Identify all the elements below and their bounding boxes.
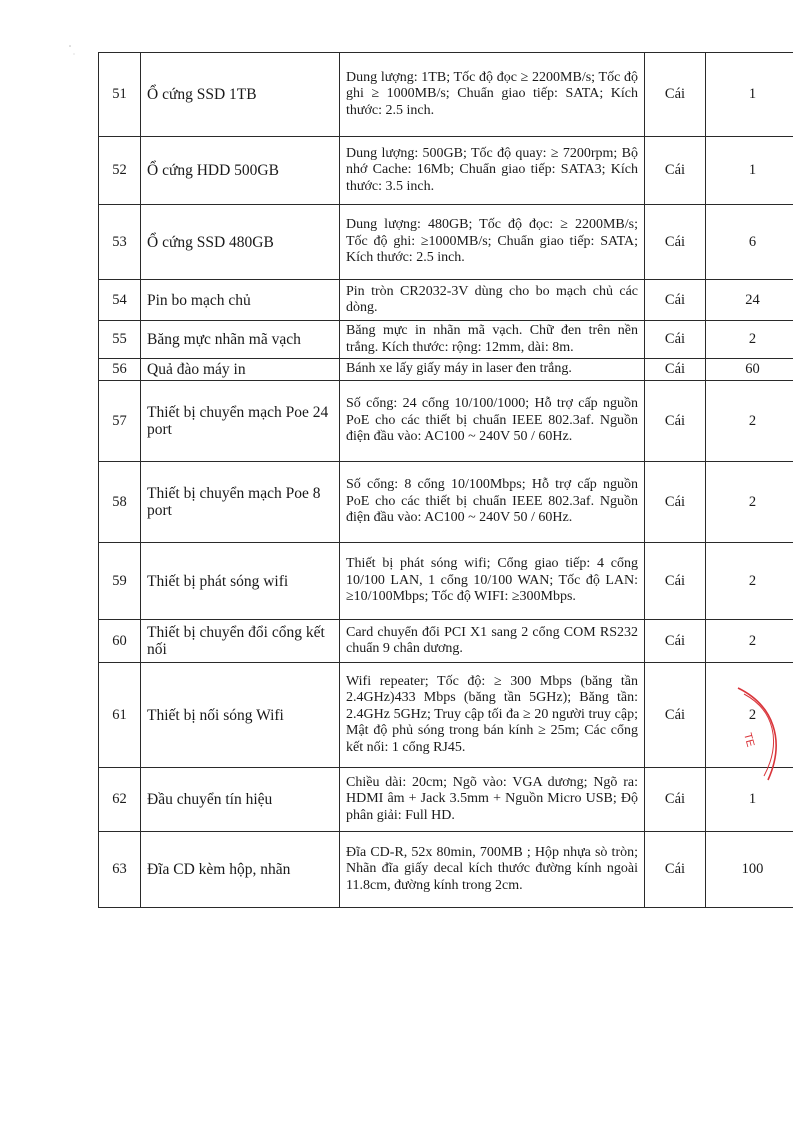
item-unit: Cái [645, 462, 706, 543]
item-description: Dung lượng: 1TB; Tốc độ đọc ≥ 2200MB/s; Tốc độ ghi ≥ 1000MB/s; Chuẩn giao tiếp: SATA; Kích thước: 2.5 inch. [340, 53, 645, 137]
item-description: Bánh xe lấy giấy máy in laser đen trắng. [340, 359, 645, 381]
item-quantity: 1 [706, 137, 793, 205]
item-quantity: 2 [706, 462, 793, 543]
item-quantity: 2 [706, 381, 793, 462]
item-unit: Cái [645, 620, 706, 663]
item-name: Thiết bị chuyển mạch Poe 24 port [141, 381, 340, 462]
item-unit: Cái [645, 832, 706, 908]
table-row [99, 543, 793, 620]
item-name: Thiết bị chuyển đổi cổng kết nối [141, 620, 340, 663]
item-unit: Cái [645, 137, 706, 205]
row-number: 53 [99, 205, 141, 280]
item-unit: Cái [645, 280, 706, 321]
item-quantity: 6 [706, 205, 793, 280]
table-row [99, 462, 793, 543]
item-description: Pin tròn CR2032-3V dùng cho bo mạch chủ các dòng. [340, 280, 645, 321]
item-unit: Cái [645, 205, 706, 280]
row-number: 62 [99, 768, 141, 832]
item-quantity: 100 [706, 832, 793, 908]
item-quantity: 2 [706, 543, 793, 620]
item-unit: Cái [645, 543, 706, 620]
item-quantity: 1 [706, 768, 793, 832]
row-number: 58 [99, 462, 141, 543]
item-quantity: 2 [706, 663, 793, 768]
row-number: 60 [99, 620, 141, 663]
item-name: Đầu chuyển tín hiệu [141, 768, 340, 832]
table-row [99, 620, 793, 663]
item-name: Thiết bị phát sóng wifi [141, 543, 340, 620]
item-name: Quả đào máy in [141, 359, 340, 381]
row-number: 52 [99, 137, 141, 205]
item-description: Dung lượng: 500GB; Tốc độ quay: ≥ 7200rpm; Bộ nhớ Cache: 16Mb; Chuẩn giao tiếp: SATA3; Kích thước: 3.5 inch. [340, 137, 645, 205]
red-seal-stamp [728, 680, 788, 790]
row-number: 59 [99, 543, 141, 620]
item-name: Pin bo mạch chủ [141, 280, 340, 321]
item-description: Chiều dài: 20cm; Ngõ vào: VGA dương; Ngõ ra: HDMI âm + Jack 3.5mm + Nguồn Micro USB; Độ phân giải: Full HD. [340, 768, 645, 832]
row-number: 63 [99, 832, 141, 908]
item-description: Số cổng: 24 cổng 10/100/1000; Hỗ trợ cấp nguồn PoE cho các thiết bị chuẩn IEEE 802.3af. Nguồn điện đầu vào: AC100 ~ 240V 50 / 60Hz. [340, 381, 645, 462]
table-row [99, 832, 793, 908]
item-unit: Cái [645, 321, 706, 359]
item-description: Số cổng: 8 cổng 10/100Mbps; Hỗ trợ cấp nguồn PoE cho các thiết bị chuẩn IEEE 802.3af. Nguồn điện đầu vào: AC100 ~ 240V 50 / 60Hz. [340, 462, 645, 543]
table-row [99, 768, 793, 832]
row-number: 61 [99, 663, 141, 768]
item-name: Ổ cứng SSD 480GB [141, 205, 340, 280]
item-unit: Cái [645, 359, 706, 381]
scan-marks [62, 40, 92, 70]
item-description: Thiết bị phát sóng wifi; Cổng giao tiếp: 4 cổng 10/100 LAN, 1 cổng 10/100 WAN; Tốc độ LAN: ≥10/100Mbps; Tốc độ WIFI: ≥300Mbps. [340, 543, 645, 620]
item-description: Card chuyển đổi PCI X1 sang 2 cổng COM RS232 chuẩn 9 chân dương. [340, 620, 645, 663]
equipment-spec-table [98, 52, 793, 908]
item-quantity: 2 [706, 620, 793, 663]
row-number: 56 [99, 359, 141, 381]
table-row [99, 280, 793, 321]
item-unit: Cái [645, 381, 706, 462]
item-name: Thiết bị chuyển mạch Poe 8 port [141, 462, 340, 543]
item-name: Thiết bị nối sóng Wifi [141, 663, 340, 768]
item-name: Băng mực nhãn mã vạch [141, 321, 340, 359]
item-unit: Cái [645, 663, 706, 768]
item-unit: Cái [645, 768, 706, 832]
item-unit: Cái [645, 53, 706, 137]
table-row [99, 381, 793, 462]
table-row [99, 53, 793, 137]
item-quantity: 2 [706, 321, 793, 359]
item-name: Ổ cứng HDD 500GB [141, 137, 340, 205]
item-description: Wifi repeater; Tốc độ: ≥ 300 Mbps (băng tần 2.4GHz)433 Mbps (băng tần 5GHz); Băng tần: 2.4GHz 5GHz; Truy cập tối đa ≥ 20 người truy cập; Mật độ phủ sóng trong bán kính ≥ 25m; Các cổng kết nối: 1 cổng RJ45. [340, 663, 645, 768]
table-row [99, 137, 793, 205]
item-name: Ổ cứng SSD 1TB [141, 53, 340, 137]
row-number: 57 [99, 381, 141, 462]
table-row [99, 359, 793, 381]
table-row [99, 321, 793, 359]
stamp-text: TE [741, 731, 757, 749]
row-number: 51 [99, 53, 141, 137]
item-quantity: 60 [706, 359, 793, 381]
item-description: Đĩa CD-R, 52x 80min, 700MB ; Hộp nhựa sò tròn; Nhãn đĩa giấy decal kích thước đường kính ngoài 11.8cm, đường kính trong 2cm. [340, 832, 645, 908]
table-row [99, 205, 793, 280]
item-name: Đĩa CD kèm hộp, nhãn [141, 832, 340, 908]
table-row [99, 663, 793, 768]
item-quantity: 1 [706, 53, 793, 137]
item-quantity: 24 [706, 280, 793, 321]
row-number: 54 [99, 280, 141, 321]
row-number: 55 [99, 321, 141, 359]
item-description: Dung lượng: 480GB; Tốc độ đọc: ≥ 2200MB/s; Tốc độ ghi: ≥1000MB/s; Chuẩn giao tiếp: SATA; Kích thước: 2.5 inch. [340, 205, 645, 280]
item-description: Băng mực in nhãn mã vạch. Chữ đen trên nền trắng. Kích thước: rộng: 12mm, dài: 8m. [340, 321, 645, 359]
